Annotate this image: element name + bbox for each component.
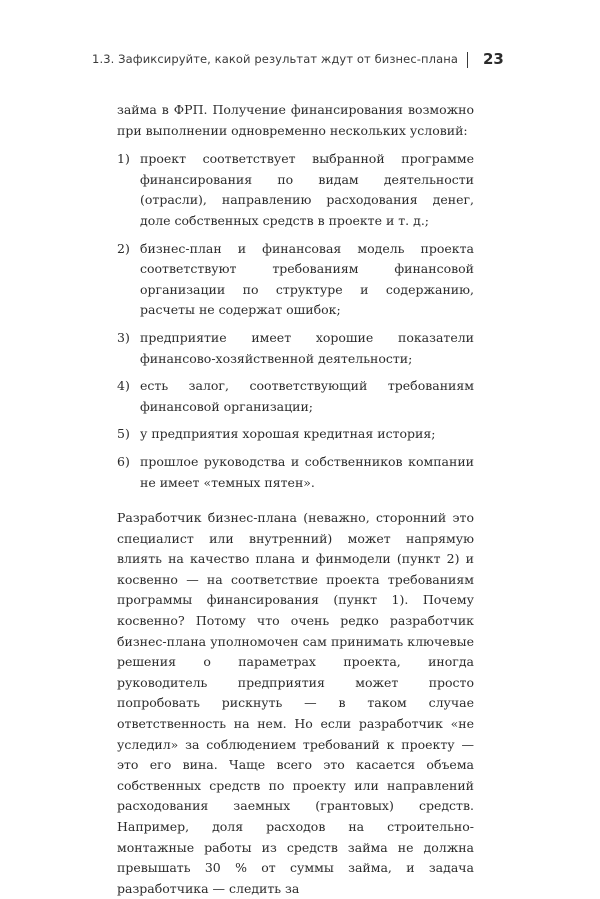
list-item bbox=[117, 239, 474, 321]
list-text: предприятие имеет хорошие показатели финансово-хозяйственной деятельности; bbox=[140, 329, 474, 366]
list-text: проект соответствует выбранной программе финансирования по видам деятельности (отрасли), направлению расходования денег, доле собственных средств в проекте и т. д.; bbox=[140, 151, 474, 228]
list-item bbox=[117, 424, 474, 445]
list-number: 2) bbox=[117, 240, 130, 256]
list-item bbox=[117, 149, 474, 231]
list-item bbox=[117, 452, 474, 493]
page-number: 23 bbox=[483, 50, 504, 68]
chapter-title: 1.3. Зафиксируйте, какой результат ждут от бизнес-плана bbox=[92, 52, 458, 66]
list-number: 1) bbox=[117, 151, 130, 167]
running-header bbox=[0, 50, 600, 70]
list-item bbox=[117, 376, 474, 417]
list-number: 6) bbox=[117, 453, 130, 469]
list-text: прошлое руководства и собственников компании не имеет «темных пятен». bbox=[140, 453, 474, 490]
intro-paragraph: займа в ФРП. Получение финансирования возможно при выполнении одновременно нескольких условий: bbox=[117, 102, 474, 138]
list-number: 4) bbox=[117, 378, 130, 394]
body-paragraph: Разработчик бизнес-плана (неважно, сторонний это специалист или внутренний) может напрямую влиять на качество плана и финмодели (пункт 2) и косвенно — на соответствие проекта требованиям программы финансирования (пункт 1). Почему косвенно? Потому что очень редко разработчик бизнес-плана уполномочен сам принимать ключевые решения о параметрах проекта, иногда руководитель предприятия может просто попробовать рискнуть — в таком случае ответственность на нем. Но если разработчик «не уследил» за соблюдением требований к проекту — это его вина. Чаще всего это касается объема собственных средств по проекту или направлений расходования заемных (грантовых) средств. Например, доля расходов на строительно-монтажные работы из средств займа не должна превышать 30 % от суммы займа, и задача разработчика — следить за bbox=[117, 510, 474, 896]
list-item bbox=[117, 328, 474, 369]
list-number: 5) bbox=[117, 426, 130, 442]
list-text: есть залог, соответствующий требованиям финансовой организации; bbox=[140, 378, 474, 414]
page-body bbox=[117, 100, 474, 899]
list-text: у предприятия хорошая кредитная история; bbox=[140, 426, 436, 442]
list-text: бизнес-план и финансовая модель проекта соответствуют требованиям финансовой организации по структуре и содержанию, расчеты не содержат ошибок; bbox=[140, 240, 474, 318]
conditions-list bbox=[117, 149, 474, 493]
list-number: 3) bbox=[117, 329, 130, 345]
header-divider bbox=[467, 52, 468, 68]
